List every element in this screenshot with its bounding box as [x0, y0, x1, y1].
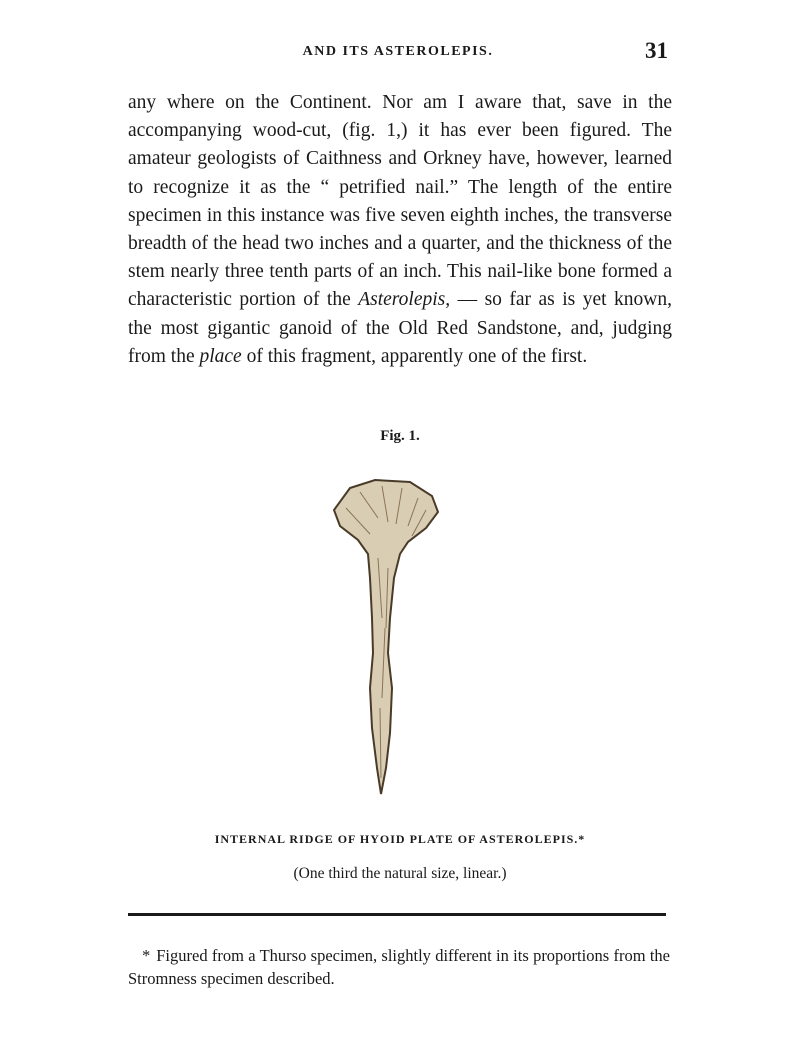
figure-caption	[0, 832, 800, 847]
hyoid-ridge-illustration	[330, 478, 440, 800]
body-italic-asterolepis: Asterolepis,	[358, 289, 451, 311]
footnote-text: Figured from a Thurso specimen, slightly different in its proportions from the Stromness specimen described.	[128, 946, 670, 988]
figure-subcaption: (One third the natural size, linear.)	[293, 865, 507, 882]
footnote	[128, 944, 670, 990]
body-text-part-1: any where on the Continent. Nor am I aware that, save in the accompanying wood-cut, (fig. 1,) it has ever been figured. The amateur geologists of Caithness and Orkney have, however, learned to recognize it as the “ petrified nail.” The length of the entire specimen in this instance was five seven eighth inches, the transverse breadth of the head two inches and a quarter, and the thickness of the stem nearly three tenth parts of an inch. This nail-like bone formed a characteristic portion of the	[128, 92, 672, 311]
figure-label: Fig. 1.	[380, 428, 420, 444]
footnote-mark: *	[142, 946, 151, 965]
body-text-part-2: — so far as is yet known, the most gigantic ganoid of the Old Red Sandstone, and, judging from the	[128, 289, 672, 367]
footnote-rule	[128, 913, 666, 916]
body-paragraph	[128, 89, 672, 371]
running-head: AND ITS ASTEROLEPIS.	[302, 44, 494, 59]
body-italic-place: place	[199, 345, 242, 367]
page-header	[128, 38, 668, 68]
body-text-part-3: of this fragment, apparently one of the first.	[241, 345, 588, 367]
figure-caption-text: INTERNAL RIDGE OF HYOID PLATE OF ASTEROLEPIS.*	[214, 832, 586, 846]
hyoid-ridge-shape	[334, 480, 438, 794]
page-number: 31	[645, 38, 668, 63]
